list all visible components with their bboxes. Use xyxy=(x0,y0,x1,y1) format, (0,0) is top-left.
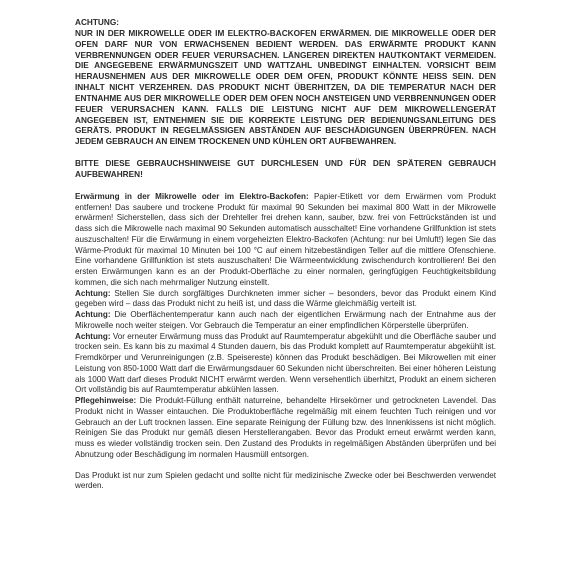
section-heating-text: Papier-Etikett vor dem Erwärmen vom Produkt entfernen! Das saubere und trockene Produkt für maximal 90 Sekunden bei maximal 800 Watt in der Mikrowelle erwärmen! Sicherstellen, dass sich der Drehteller frei drehen kann, sauber, bzw. frei von Fettrückständen ist und dass sich die Mikrowelle nach maximal 90 Sekunden automatisch ausschaltet! Eine vorhandene Grillfunktion ist stets auszuschalten! Für die Erwärmung in einem vorgeheizten Elektro-Backofen (Achtung: nur bei Umluft!) legen Sie das Wärme-Produkt für maximal 10 Minuten bei 100 °C auf einem hitzebeständigen Teller auf die mittlere Ofenschiene. Eine vorhandene Grillfunktion ist stets auszuschalten! Die Wärmeentwicklung zwischendurch kontrollieren! Bei den ersten Erwärmungen kann es an der Produkt-Oberfläche zu einer normalen, geringfügigen Feuchtigkeitsbildung kommen, die sich nach mehrmaliger Nutzung einstellt. xyxy=(75,191,496,287)
section-caution-2 xyxy=(75,310,496,332)
section-caution-3-label: Achtung: xyxy=(75,331,111,341)
spacer xyxy=(75,461,496,471)
section-care xyxy=(75,396,496,461)
section-caution-2-text: Die Oberflächentemperatur kann auch nach der eigentlichen Erwärmung nach der Entnahme aus der Mikrowelle noch weiter steigen. Vor Gebrauch die Temperatur an einer empfindlichen Körperstelle überprüfen. xyxy=(75,310,496,330)
section-caution-1-text: Stellen Sie durch sorgfältiges Durchkneten immer sicher – besonders, bevor das Produkt einem Kind gegeben wird – dass das Produkt nicht zu heiß ist, und dass die Wärme gleichmäßig verteilt ist. xyxy=(75,288,496,309)
footer-note: Das Produkt ist nur zum Spielen gedacht und sollte nicht für medizinische Zwecke oder bei Beschwerden verwendet werden. xyxy=(75,470,496,491)
warning-block xyxy=(75,18,496,148)
section-caution-1-label: Achtung: xyxy=(75,288,111,298)
warning-heading: ACHTUNG: xyxy=(75,18,119,27)
section-caution-2-label: Achtung: xyxy=(75,310,111,320)
usage-instructions xyxy=(75,192,496,492)
warning-text: NUR IN DER MIKROWELLE ODER IM ELEKTRO-BACKOFEN ERWÄRMEN. DIE MIKROWELLE ODER DER OFEN DARF NUR VON ERWACHSENEN BEDIENT WERDEN. DAS ERWÄRMTE PRODUKT KANN VERBRENNUNGEN ODER FEUER VERURSACHEN. LÄNGEREN DIREKTEN HAUTKONTAKT VERMEIDEN. DIE ANGEGEBENE ERWÄRMUNGSZEIT UND WATTZAHL UNBEDINGT EINHALTEN. VORSICHT BEIM HERAUSNEHMEN AUS DER MIKROWELLE ODER DEM OFEN, PRODUKT KÖNNTE HEISS SEIN. DEN INHALT NICHT VERZEHREN. DAS PRODUKT NICHT ÜBERHITZEN, DA DIE TEMPERATUR NACH DER ENTNAHME AUS DER MIKROWELLE ODER DEM OFEN NOCH ANSTEIGEN UND VERBRENNUNGEN ODER FEUER VERURSACHEN KANN. FALLS DIE LEISTUNG NICHT AUF DEM MIKROWELLENGERÄT ANGEGEBEN IST, ENTNEHMEN SIE DIE KORREKTE LEISTUNG DER BEDIENUNGSANLEITUNG DES GERÄTS. PRODUKT IN REGELMÄSSIGEN ABSTÄNDEN AUF BESCHÄDIGUNGEN ÜBERPRÜFEN. NACH JEDEM GEBRAUCH AN EINEM TROCKENEN UND KÜHLEN ORT AUFBEWAHREN. xyxy=(75,28,496,147)
keep-instructions-notice: BITTE DIESE GEBRAUCHSHINWEISE GUT DURCHLESEN UND FÜR DEN SPÄTEREN GEBRAUCH AUFBEWAHREN! xyxy=(75,159,496,179)
section-care-text: Die Produkt-Füllung enthält naturreine, behandelte Hirsekörner und getrockneten Lavendel. Das Produkt nicht in Wasser eintauchen. Die Produktoberfläche regelmäßig mit einem feuchten Tuch reinigen und vor Gebrauch an der Luft trocknen lassen. Eine separate Reinigung der Füllung bzw. des Innenkissens ist nicht möglich. Reinigen Sie das Produkt nur gemäß diesen Herstellerangaben. Bevor das Produkt erneut erwärmt werden kann, muss es wieder vollständig trocken sein. Den Zustand des Produkts in regelmäßigen Abständen überprüfen und bei Abnutzung oder Beschädigung im normalen Hausmüll entsorgen. xyxy=(75,396,496,459)
section-caution-1 xyxy=(75,289,496,311)
section-heating xyxy=(75,192,496,289)
section-caution-3-text: Vor erneuter Erwärmung muss das Produkt auf Raumtemperatur abgekühlt und die Oberfläche sauber und trocken sein. Es kann bis zu maximal 4 Stunden dauern, bis das Produkt komplett auf Raumtemperatur abgekühlt ist. Fremdkörper und Verunreinigungen (z.B. Speisereste) können das Produkt beschädigen. Bei Mikrowellen mit einer Leistung von 850-1000 Watt darf die Erwärmungsdauer 60 Sekunden nicht überschreiten. Bei einer höheren Leistung als 1000 Watt darf dieses Produkt NICHT erwärmt werden. Wenn versehentlich überhitzt, Produkt an einem sicheren Ort vollständig bis auf Raumtemperatur abkühlen lassen. xyxy=(75,331,496,395)
section-caution-3 xyxy=(75,332,496,397)
section-care-label: Pflegehinweise: xyxy=(75,396,137,406)
instruction-sheet xyxy=(75,18,496,492)
section-heating-label: Erwärmung in der Mikrowelle oder im Elektro-Backofen: xyxy=(75,191,309,201)
